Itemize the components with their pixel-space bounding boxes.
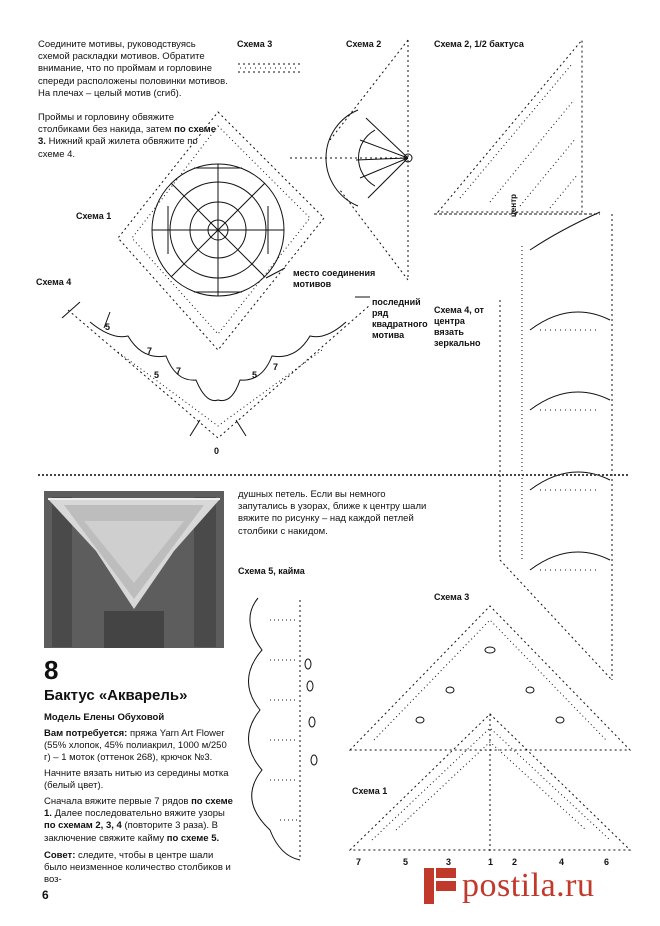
arch-number: 7 [147, 346, 153, 356]
schema4-top-scallops [62, 302, 370, 438]
schema4-top-label: Схема 4 [36, 277, 72, 287]
advice-text: следите, чтобы в центре шали было неизменное количество столбиков и воз- [44, 850, 231, 886]
sequence-text-a: Сначала вяжите первые 7 рядов [44, 796, 189, 807]
intro-paragraph: Соедините мотивы, руководствуясь схемой раскладки мотивов. Обратите внимание, что по проймам и горловине спереди расположены половинки мотивов. На плечах – целый мотив (сгиб). [38, 39, 228, 99]
schema2-fan [290, 40, 412, 280]
schema1-bottom-triangle [350, 714, 630, 852]
join-place-label: место соединения мотивов [293, 268, 376, 289]
schema2-half-triangle [434, 40, 600, 214]
schema3-top-label: Схема 3 [237, 39, 273, 49]
schema5-label: Схема 5, кайма [238, 566, 305, 576]
schema3-bottom-label: Схема 3 [434, 592, 470, 602]
finishing-text-a: Проймы и горловину обвяжите столбиками без накида, затем [38, 112, 175, 136]
schema4-right-strip [500, 212, 612, 680]
article-author: Модель Елены Обуховой [44, 712, 165, 723]
article-title: Бактус «Акварель» [44, 687, 188, 704]
row-number: 4 [559, 857, 565, 867]
sequence-text-d: по схемам 2, 3, 4 [44, 820, 122, 832]
sequence-text-c: Далее последовательно вяжите узоры [54, 808, 225, 820]
arch-number: 5 [105, 322, 111, 332]
schema1-bottom-label: Схема 1 [352, 786, 388, 796]
sequence-text-b: по схеме 1. [44, 796, 233, 820]
continued-paragraph: душных петель. Если вы немного запутались в узорах, ближе к центру шали вяжите по рисунку – над каждой петлей столбики с накидом. [238, 489, 427, 537]
advice-label: Совет: [44, 850, 76, 861]
sequence-text-f: по схеме 5. [166, 832, 220, 844]
sequence-paragraph [44, 796, 234, 845]
schema5-border [248, 598, 317, 860]
schema4-zero-label: 0 [214, 446, 220, 456]
schema4-right-label: Схема 4, от центра вязать зеркально [434, 305, 484, 348]
arch-number: 7 [176, 366, 182, 376]
schema3-bottom-triangle [350, 606, 630, 750]
materials-label: Вам потребуется: [44, 728, 128, 739]
advice-paragraph [44, 850, 234, 887]
center-label: центр [509, 193, 518, 217]
materials-text: пряжа Yarn Art Flower (55% хлопок, 45% полиакрил, 1000 м/250 г) – 1 моток (оттенок 268), крючок №3. [44, 728, 227, 764]
section-divider [38, 474, 628, 476]
watermark-text: postila.ru [462, 867, 595, 904]
row-number: 5 [403, 857, 409, 867]
finishing-text-c: Нижний край жилета обвяжите по схеме 4. [38, 136, 198, 160]
shawl-illustration [44, 491, 224, 648]
last-row-label: последний ряд квадратного мотива [372, 297, 428, 340]
sequence-text-e: (повторите 3 раза). В заключение свяжите кайму [44, 820, 218, 844]
row-number: 2 [512, 857, 518, 867]
finishing-text-b: по схеме 3. [38, 124, 216, 148]
materials-paragraph [44, 728, 234, 765]
page-number: 6 [42, 888, 49, 902]
row-number: 7 [356, 857, 362, 867]
watermark [418, 864, 628, 908]
schema2-half-label: Схема 2, 1/2 бактуса [434, 39, 524, 49]
row-number: 3 [446, 857, 452, 867]
arch-number: 7 [273, 362, 279, 372]
article-number: 8 [44, 655, 59, 685]
arch-number: 5 [252, 370, 258, 380]
schema1-top-label: Схема 1 [76, 211, 112, 221]
row-number: 6 [604, 857, 610, 867]
start-paragraph: Начните вязать нитью из середины мотка (белый цвет). [44, 768, 229, 792]
schema3-small-strip [238, 64, 300, 72]
arch-number: 5 [154, 370, 160, 380]
schema1-motif [118, 112, 324, 350]
schema2-label: Схема 2 [346, 39, 382, 49]
row-number: 1 [488, 857, 494, 867]
shawl-photo [44, 491, 224, 648]
postila-logo-icon [418, 864, 462, 908]
